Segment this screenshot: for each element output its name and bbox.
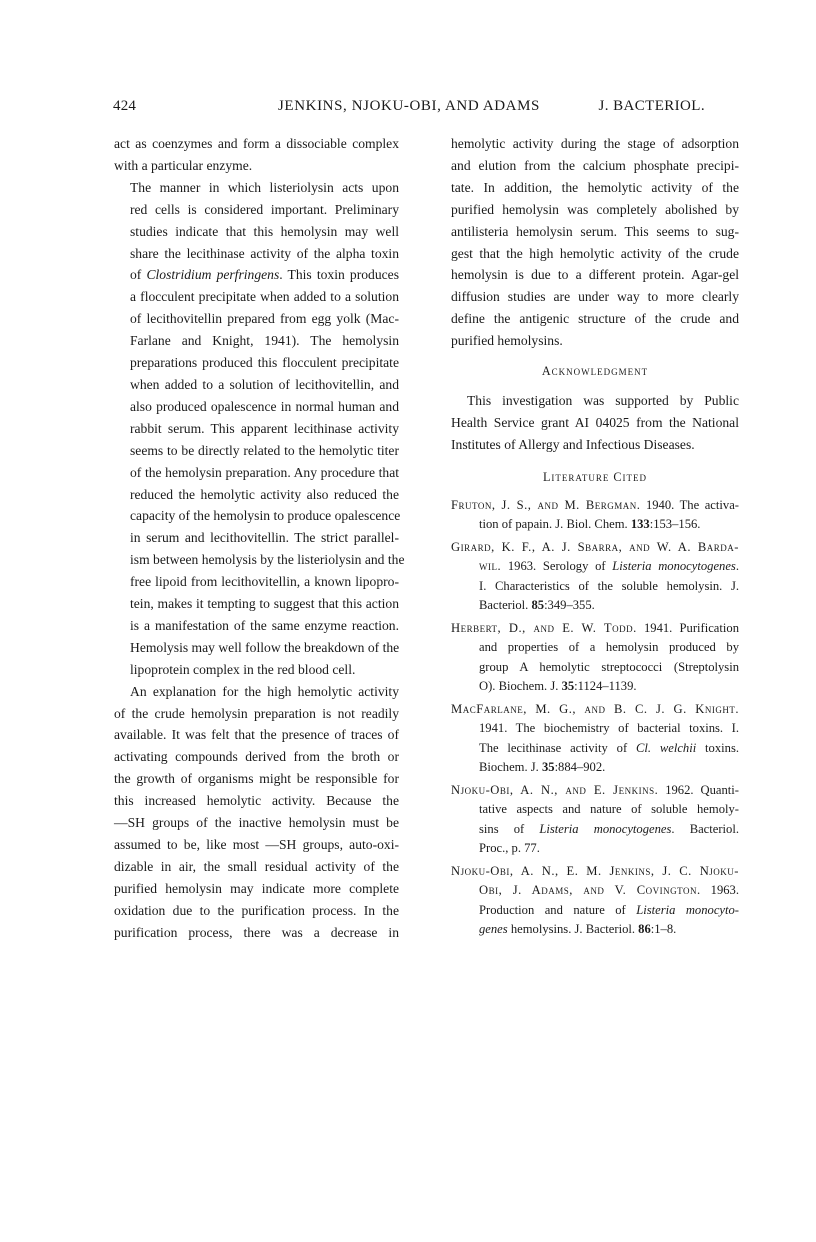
paragraph [114, 133, 399, 177]
text-line: Njoku-Obi, A. N., and E. Jenkins. 1962. Quanti- [451, 782, 739, 797]
text-line: gest that the high hemolytic activity of the crude [451, 245, 739, 261]
text-line: hemolytic activity during the stage of adsorption [451, 136, 739, 151]
text-line: Institutes of Allergy and Infectious Diseases. [451, 436, 695, 452]
text-line: Biochem. J. 35:884–902. [479, 760, 606, 775]
text-line: act as coenzymes and form a dissociable complex [114, 136, 399, 151]
text-line: tate. In addition, the hemolytic activity of the [451, 179, 739, 195]
text-line: Health Service grant AI 04025 from the National [451, 414, 739, 430]
running-authors: JENKINS, NJOKU-OBI, AND ADAMS [278, 98, 540, 114]
text-line: studies indicate that this hemolysin may well [130, 223, 399, 239]
paragraph [114, 177, 405, 681]
text-line: capacity of the hemolysin to produce opalescence [130, 508, 401, 524]
text-line: and properties of a hemolysin produced by [479, 640, 739, 655]
text-line: preparations produced this flocculent precipitate [130, 355, 399, 371]
text-line: diffusion studies are under way to more clearly [451, 289, 739, 305]
text-line: genes hemolysins. J. Bacteriol. 86:1–8. [479, 922, 677, 937]
reference-item [451, 862, 739, 940]
text-line: An explanation for the high hemolytic activity [130, 683, 399, 699]
reference-item [451, 700, 739, 778]
text-line: Herbert, D., and E. W. Todd. 1941. Purification [451, 620, 739, 635]
text-line: Hemolysis may well follow the breakdown of the [130, 639, 400, 655]
references-heading: Literature Cited [542, 469, 648, 484]
text-line: wil. 1963. Serology of Listeria monocytogenes. [479, 559, 739, 574]
right-column [451, 133, 739, 943]
italic-organism: Clostridium perfringens [146, 267, 280, 283]
text-line: in serum and lecithovitellin. The strict parallel- [130, 530, 399, 546]
reference-item [451, 781, 739, 859]
text-line: activating compounds derived from the broth or [114, 749, 399, 765]
text-line: lipoprotein complex in the red blood cell. [130, 661, 356, 677]
text-line: —SH groups of the inactive hemolysin must be [114, 815, 399, 831]
text-line: purified hemolysins. [451, 333, 563, 349]
text-line: Farlane and Knight, 1941). The hemolysin [130, 333, 399, 349]
text-line: available. It was felt that the presence of traces of [114, 727, 399, 743]
paragraph [451, 133, 739, 352]
text-line: This investigation was supported by Public [467, 392, 739, 408]
text-line: dizable in air, the small residual activity of the [114, 858, 399, 874]
acknowledgment-heading: Acknowledgment [541, 364, 649, 379]
text-line: this increased hemolytic activity. Because the [114, 793, 399, 809]
text-line: Girard, K. F., A. J. Sbarra, and W. A. Barda- [451, 539, 739, 554]
text-line: of the crude hemolysin preparation is not readily [114, 705, 399, 721]
text-line: reduced the hemolytic activity also reduced the [130, 486, 399, 502]
text-line: assumed to be, like most —SH groups, auto-oxi- [114, 837, 399, 852]
text-line: seems to be directly related to the hemolytic titer [130, 442, 399, 458]
text-line: and elution from the calcium phosphate precipi- [451, 157, 739, 173]
text-line: group A hemolytic streptococci (Streptolysin [479, 659, 739, 674]
paragraph [114, 681, 399, 944]
text-line: the growth of organisms might be responsible for [114, 771, 399, 787]
text-line: share the lecithinase activity of the alpha toxin [130, 245, 399, 261]
text-line: red cells is considered important. Preliminary [130, 201, 399, 217]
text-line: Njoku-Obi, A. N., E. M. Jenkins, J. C. Njoku- [451, 863, 739, 878]
text-line: Proc., p. 77. [479, 841, 540, 856]
text-line: a flocculent precipitate when added to a solution [130, 289, 399, 305]
text-line: 1941. The biochemistry of bacterial toxins. I. [479, 721, 739, 736]
text-line: I. Characteristics of the soluble hemolysin. J. [479, 578, 739, 593]
page-number: 424 [113, 98, 137, 114]
reference-item [451, 496, 739, 535]
text-line: purified hemolysin was completely abolished by [451, 201, 739, 217]
reference-item [451, 619, 739, 697]
text-line: antilisteria hemolysin serum. This seems to sug- [451, 223, 739, 239]
text-line: ism between hemolysis by the listeriolysin and the [130, 552, 405, 568]
text-line: Bacteriol. 85:349–355. [479, 598, 595, 613]
running-journal: J. BACTERIOL. [598, 98, 705, 114]
text-line: of lecithovitellin prepared from egg yolk (Mac- [130, 311, 399, 327]
text-line: of Clostridium perfringens. This toxin produces [130, 267, 399, 283]
text-line: free lipoid from lecithovitellin, a known lipopro- [130, 574, 399, 590]
text-line: with a particular enzyme. [114, 157, 253, 173]
text-line: is a manifestation of the same enzyme reaction. [130, 617, 399, 633]
running-header [113, 98, 705, 120]
reference-item [451, 538, 739, 616]
text-line: hemolysin is due to a different protein. Agar-gel [451, 267, 739, 283]
text-line: Obi, J. Adams, and V. Covington. 1963. [479, 883, 739, 898]
text-line: O). Biochem. J. 35:1124–1139. [479, 679, 637, 694]
text-line: tative aspects and nature of soluble hemoly- [479, 802, 739, 817]
text-line: also produced opalescence in normal human and [130, 398, 399, 414]
text-line: The manner in which listeriolysin acts upon [130, 179, 399, 195]
text-line: when added to a solution of lecithovitellin, and [130, 376, 399, 392]
text-line: tion of papain. J. Biol. Chem. 133:153–156. [479, 517, 701, 532]
text-line: of the hemolysin preparation. Any procedure that [130, 464, 399, 480]
text-line: rabbit serum. This apparent lecithinase activity [130, 420, 399, 436]
text-line: The lecithinase activity of Cl. welchii toxins. [479, 740, 739, 755]
text-line: purification process, there was a decrease in [114, 924, 399, 940]
text-line: tein, makes it tempting to suggest that this action [130, 596, 399, 612]
text-line: Fruton, J. S., and M. Bergman. 1940. The activa- [451, 497, 739, 512]
text-line: Production and nature of Listeria monocyto- [479, 902, 739, 917]
acknowledgment-paragraph [451, 390, 739, 456]
text-line: sins of Listeria monocytogenes. Bacteriol. [479, 821, 739, 836]
text-line: oxidation due to the purification process. In the [114, 902, 399, 918]
text-line: purified hemolysin may indicate more complete [114, 880, 399, 896]
reference-list [451, 496, 739, 940]
left-column [114, 133, 405, 944]
text-line: define the antigenic structure of the crude and [451, 311, 739, 327]
text-line: MacFarlane, M. G., and B. C. J. G. Knight. [451, 701, 739, 716]
